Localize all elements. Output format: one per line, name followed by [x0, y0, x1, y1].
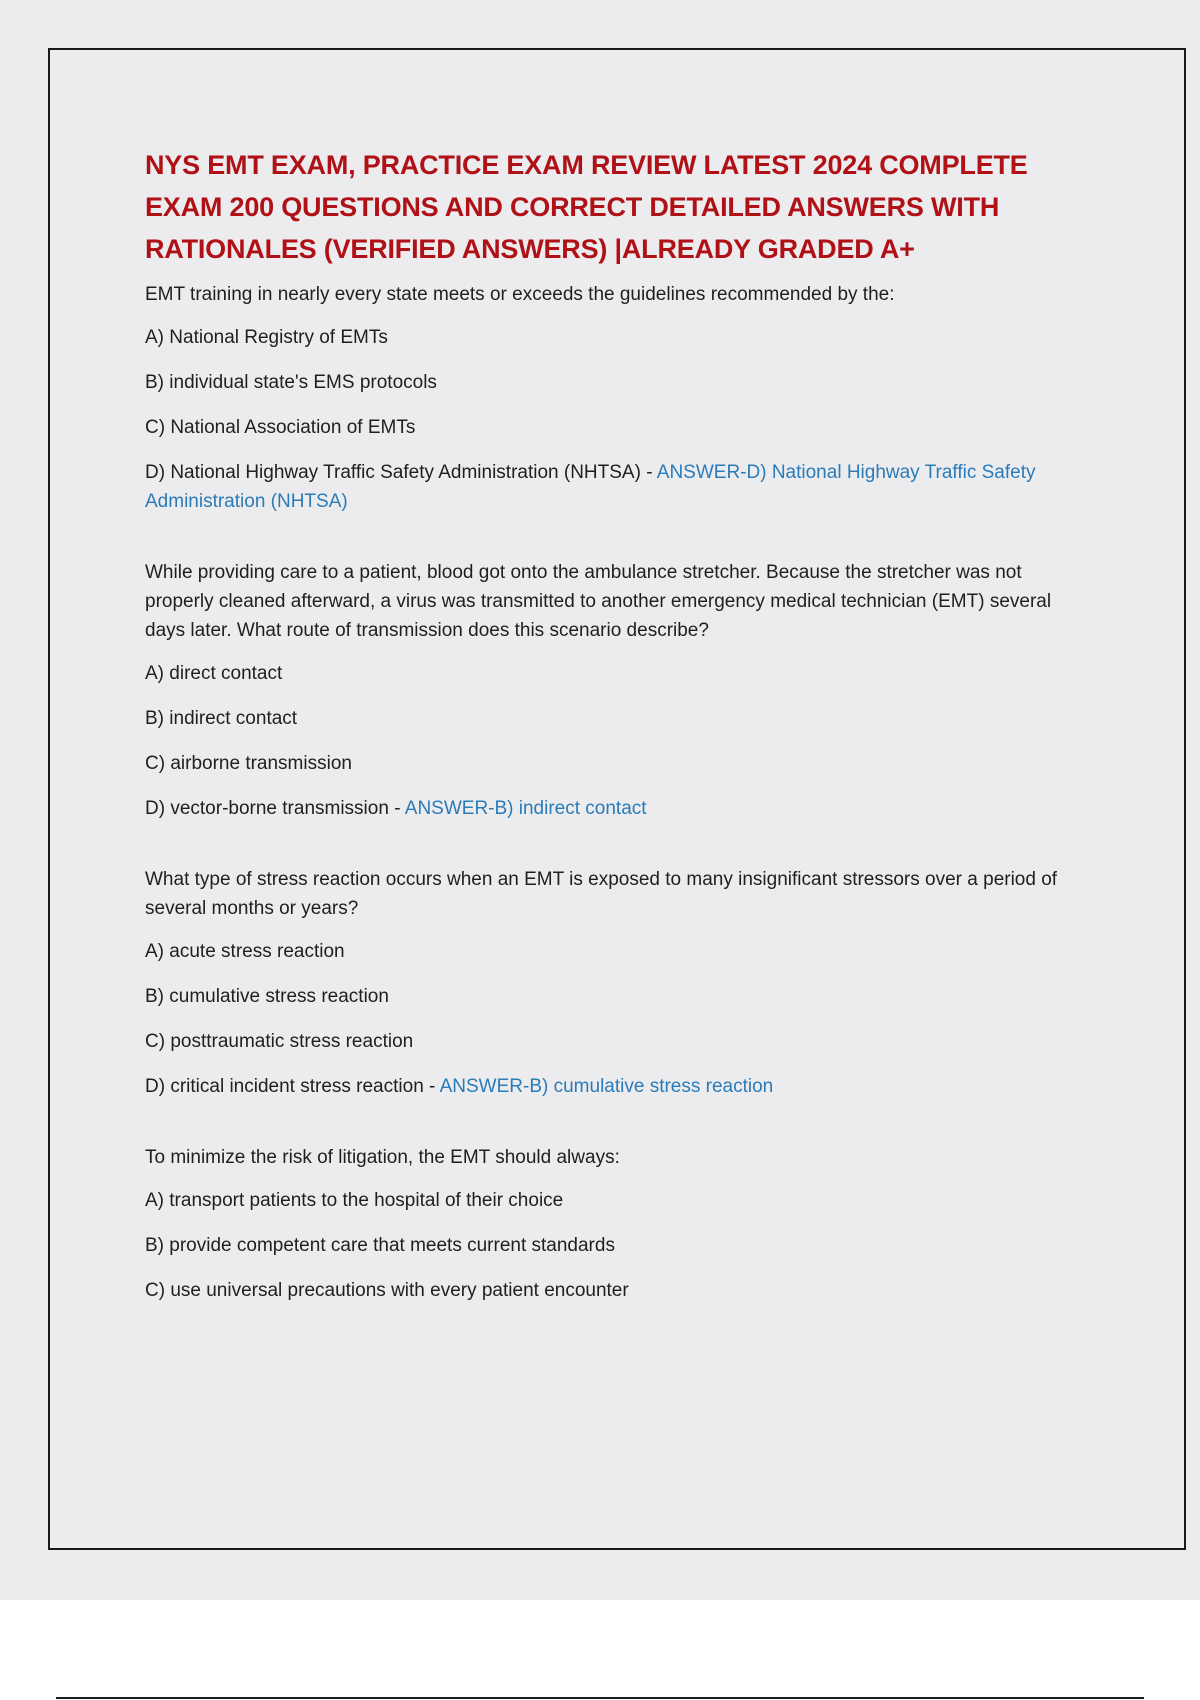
- option-b: B) individual state's EMS protocols: [145, 372, 437, 393]
- option-c: C) airborne transmission: [145, 753, 352, 774]
- option-a: A) direct contact: [145, 663, 283, 684]
- question-block: [145, 558, 1095, 823]
- option-d: D) National Highway Traffic Safety Administration (NHTSA) -: [145, 462, 653, 483]
- question-text: EMT training in nearly every state meets or exceeds the guidelines recommended by the:: [145, 284, 895, 305]
- option-d: D) critical incident stress reaction -: [145, 1076, 436, 1097]
- question-text: While providing care to a patient, blood got onto the ambulance stretcher. Because the stretcher was not properly cleaned afterward, a virus was transmitted to another emergency medical technician (EMT) several days later. What route of transmission does this scenario describe?: [145, 562, 1052, 641]
- option-a: A) transport patients to the hospital of their choice: [145, 1190, 564, 1211]
- document-content: [145, 144, 1095, 1347]
- option-d: D) vector-borne transmission -: [145, 798, 401, 819]
- next-page-top-rule: [56, 1697, 1144, 1699]
- option-d-with-answer: [145, 458, 1095, 516]
- question-block: [145, 280, 1095, 516]
- question-block: [145, 1143, 1095, 1305]
- answer-text: ANSWER-B) cumulative stress reaction: [439, 1076, 774, 1097]
- answer-text: ANSWER-B) indirect contact: [404, 798, 647, 819]
- question-text: What type of stress reaction occurs when an EMT is exposed to many insignificant stressors over a period of several months or years?: [145, 869, 1058, 919]
- option-d-with-answer: [145, 794, 1095, 823]
- question-text: To minimize the risk of litigation, the EMT should always:: [145, 1147, 620, 1168]
- option-a: A) National Registry of EMTs: [145, 327, 388, 348]
- option-c: C) National Association of EMTs: [145, 417, 416, 438]
- answer-text: ANSWER-D) National Highway Traffic Safety Administration (NHTSA): [145, 462, 1036, 512]
- question-block: [145, 865, 1095, 1101]
- option-d-with-answer: [145, 1072, 1095, 1101]
- option-c: C) posttraumatic stress reaction: [145, 1031, 414, 1052]
- option-b: B) cumulative stress reaction: [145, 986, 389, 1007]
- document-title: NYS EMT EXAM, PRACTICE EXAM REVIEW LATEST 2024 COMPLETE EXAM 200 QUESTIONS AND CORRECT DETAILED ANSWERS WITH RATIONALES (VERIFIED ANSWERS) |ALREADY GRADED A+: [145, 150, 1028, 264]
- option-b: B) provide competent care that meets current standards: [145, 1235, 615, 1256]
- option-a: A) acute stress reaction: [145, 941, 345, 962]
- option-c: C) use universal precautions with every patient encounter: [145, 1280, 629, 1301]
- option-b: B) indirect contact: [145, 708, 298, 729]
